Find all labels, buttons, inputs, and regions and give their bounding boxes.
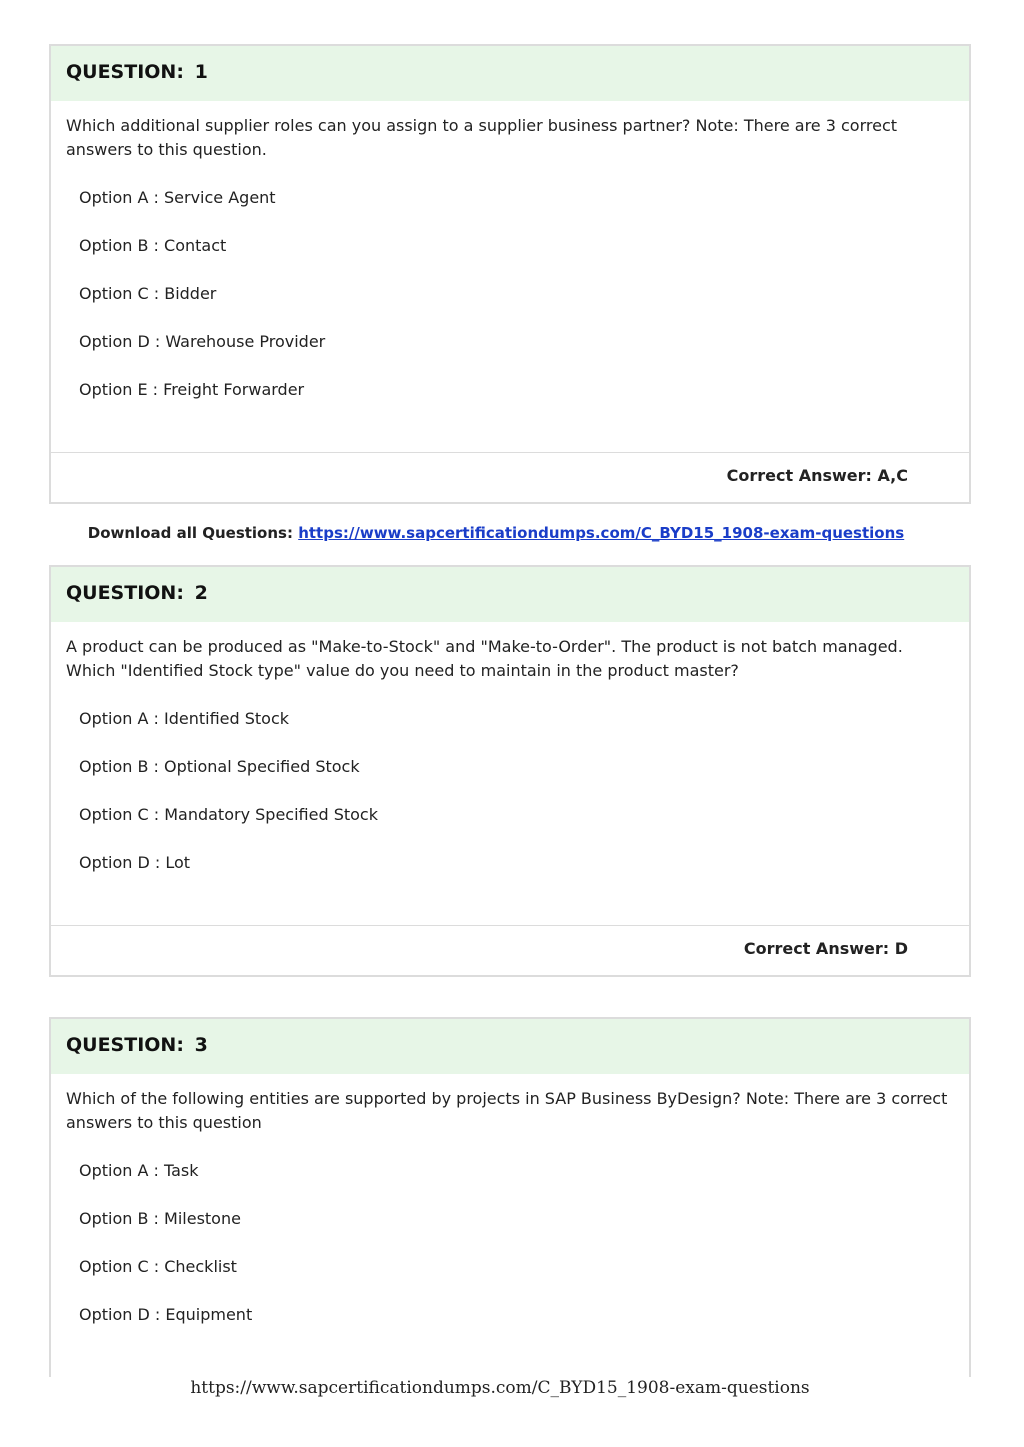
correct-answer: Correct Answer: D: [51, 925, 969, 977]
question-label: QUESTION:: [66, 1034, 184, 1056]
option-d: Option D : Warehouse Provider: [79, 332, 326, 351]
download-link[interactable]: https://www.sapcertificationdumps.com/C_BYD15_1908-exam-questions: [298, 524, 905, 542]
download-line: [0, 524, 992, 542]
question-number: 3: [194, 1034, 208, 1056]
question-text: Which additional supplier roles can you assign to a supplier business partner? Note: There are 3 correct answers to this question.: [66, 116, 898, 159]
question-header: [51, 567, 969, 622]
question-card-2: [49, 565, 971, 977]
option-c: Option C : Checklist: [79, 1257, 237, 1276]
question-number: 2: [194, 582, 208, 604]
option-e: Option E : Freight Forwarder: [79, 380, 305, 399]
option-b: Option B : Optional Specified Stock: [79, 757, 360, 776]
download-label: Download all Questions:: [87, 524, 293, 542]
question-number: 1: [194, 61, 208, 83]
question-body: [51, 101, 969, 452]
question-card-1: [49, 44, 971, 504]
question-body: [51, 1074, 969, 1327]
question-card-3: [49, 1017, 971, 1377]
option-a: Option A : Task: [79, 1161, 199, 1180]
option-a: Option A : Identified Stock: [79, 709, 290, 728]
page-footer-url: https://www.sapcertificationdumps.com/C_BYD15_1908-exam-questions: [190, 1378, 810, 1398]
question-label: QUESTION:: [66, 582, 184, 604]
question-header: [51, 46, 969, 101]
question-text: Which of the following entities are supported by projects in SAP Business ByDesign? Note: There are 3 correct answers to this question: [66, 1089, 948, 1132]
question-header: [51, 1019, 969, 1074]
option-b: Option B : Contact: [79, 236, 227, 255]
option-c: Option C : Bidder: [79, 284, 217, 303]
question-body: [51, 622, 969, 925]
question-text: A product can be produced as "Make-to-Stock" and "Make-to-Order". The product is not batch managed. Which "Identified Stock type" value do you need to maintain in the product master?: [66, 637, 903, 680]
option-d: Option D : Lot: [79, 853, 191, 872]
option-c: Option C : Mandatory Specified Stock: [79, 805, 378, 824]
option-a: Option A : Service Agent: [79, 188, 276, 207]
option-d: Option D : Equipment: [79, 1305, 253, 1324]
option-b: Option B : Milestone: [79, 1209, 241, 1228]
question-label: QUESTION:: [66, 61, 184, 83]
correct-answer: Correct Answer: A,C: [51, 452, 969, 504]
